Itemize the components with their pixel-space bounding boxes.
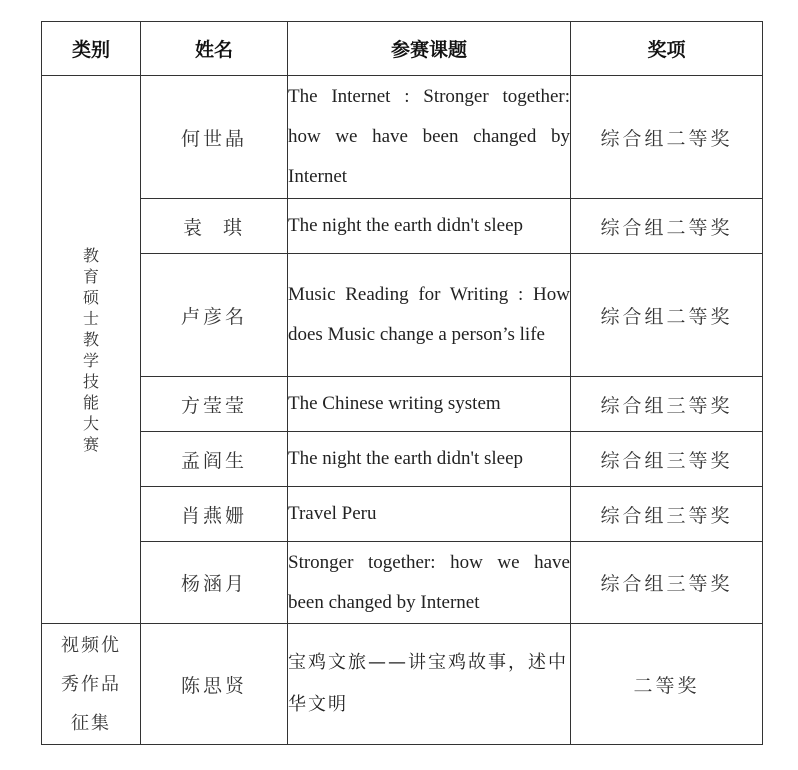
topic-cell: 宝鸡文旅——讲宝鸡故事，述中华文明	[288, 624, 571, 745]
category-char: 育	[82, 266, 99, 286]
category-char: 大	[82, 413, 99, 433]
award-cell: 综合组三等奖	[571, 487, 763, 542]
header-topic: 参赛课题	[288, 22, 571, 76]
name-cell: 卢彦名	[141, 254, 288, 377]
category-char: 能	[82, 392, 99, 412]
award-table	[41, 21, 763, 745]
category-char: 教	[82, 245, 99, 265]
category-char: 赛	[82, 434, 99, 454]
table-row	[42, 624, 763, 745]
topic-cell: Music Reading for Writing : How does Music change a person’s life	[288, 254, 571, 377]
topic-cell: The Chinese writing system	[288, 377, 571, 432]
topic-cell: Travel Peru	[288, 487, 571, 542]
name-cell: 杨涵月	[141, 542, 288, 624]
topic-cell: The night the earth didn't sleep	[288, 199, 571, 254]
table-row	[42, 76, 763, 199]
topic-cell: Stronger together: how we have been changed by Internet	[288, 542, 571, 624]
name-cell: 肖燕姗	[141, 487, 288, 542]
award-cell: 综合组三等奖	[571, 432, 763, 487]
category-cell	[42, 76, 141, 624]
category-char: 硕	[82, 287, 99, 307]
category-label	[42, 245, 140, 455]
category-char: 教	[82, 329, 99, 349]
name-cell: 陈思贤	[141, 624, 288, 745]
category-line: 视频优	[61, 634, 121, 656]
award-cell: 综合组二等奖	[571, 76, 763, 199]
topic-cell: The Internet : Stronger together: how we have been changed by Internet	[288, 76, 571, 199]
table-row	[42, 254, 763, 377]
table-row	[42, 542, 763, 624]
category-char: 学	[82, 350, 99, 370]
table-row	[42, 199, 763, 254]
category-line: 征集	[71, 712, 111, 734]
category-line: 秀作品	[61, 673, 121, 695]
header-category: 类别	[42, 22, 141, 76]
category-cell	[42, 624, 141, 745]
award-cell: 综合组二等奖	[571, 199, 763, 254]
header-award: 奖项	[571, 22, 763, 76]
topic-cell: The night the earth didn't sleep	[288, 432, 571, 487]
category-label	[42, 626, 140, 743]
category-char: 技	[82, 371, 99, 391]
award-cell: 综合组三等奖	[571, 542, 763, 624]
table-row	[42, 432, 763, 487]
name-cell: 方莹莹	[141, 377, 288, 432]
award-cell: 综合组二等奖	[571, 254, 763, 377]
header-row	[42, 22, 763, 76]
header-name: 姓名	[141, 22, 288, 76]
award-cell: 综合组三等奖	[571, 377, 763, 432]
name-cell: 何世晶	[141, 76, 288, 199]
table-row	[42, 487, 763, 542]
award-cell: 二等奖	[571, 624, 763, 745]
table-row	[42, 377, 763, 432]
name-cell: 袁 琪	[141, 199, 288, 254]
name-cell: 孟阎生	[141, 432, 288, 487]
category-char: 士	[82, 308, 99, 328]
